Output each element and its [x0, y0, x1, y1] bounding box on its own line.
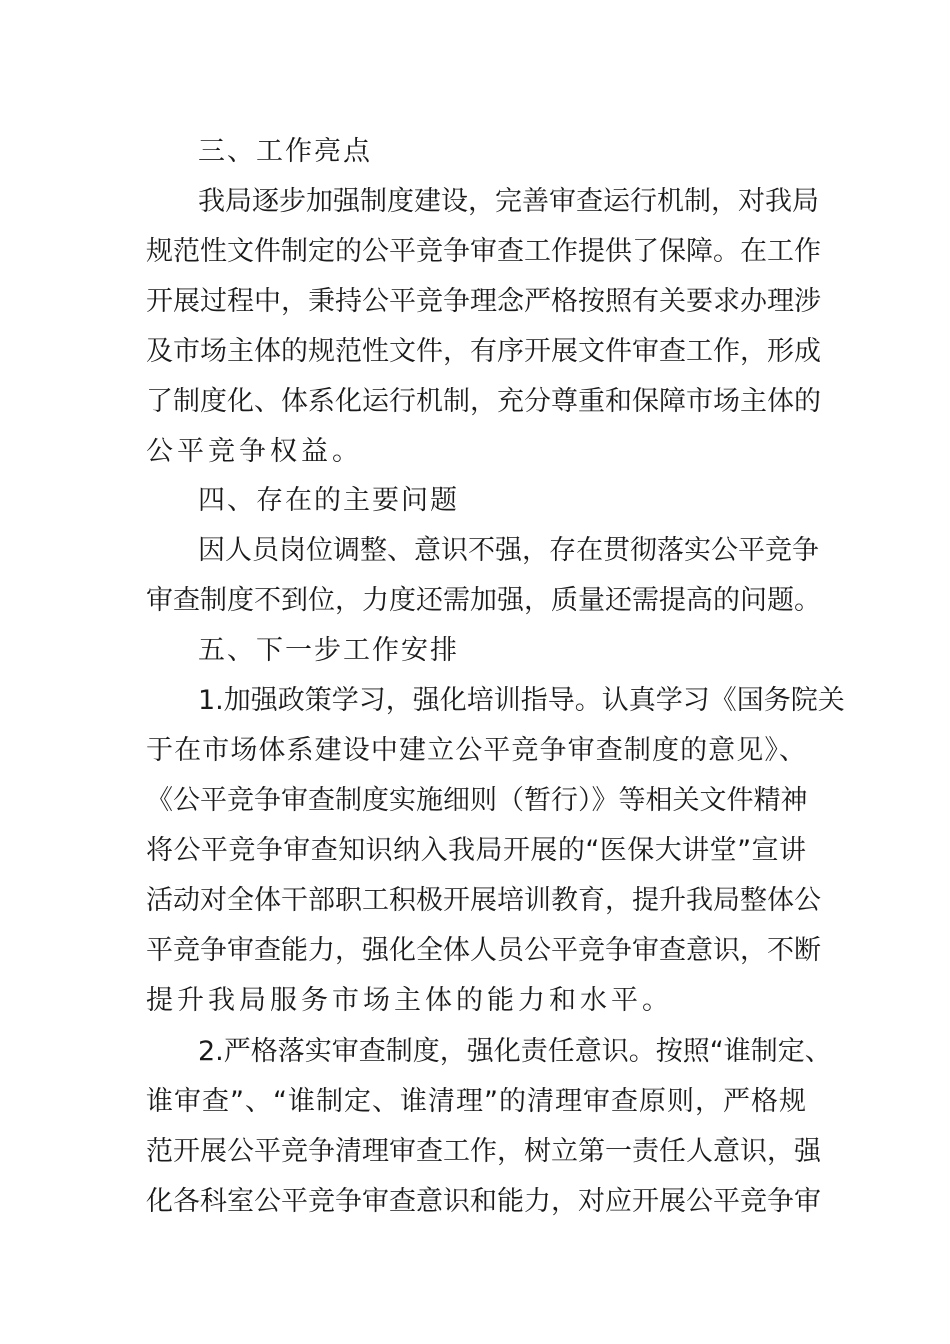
paragraph-line: 谁审查”、“谁制定、谁清理”的清理审查原则，严格规: [146, 1086, 806, 1117]
paragraph-line: 公平竞争权益。: [146, 436, 363, 467]
paragraph-line: 《公平竞争审查制度实施细则（暂行）》等相关文件精神: [146, 785, 808, 816]
paragraph-line: 1.加强政策学习，强化培训指导。认真学习《国务院关: [198, 685, 845, 716]
paragraph-line: 范开展公平竞争清理审查工作，树立第一责任人意识，强: [146, 1136, 821, 1167]
paragraph-line: 提升我局服务市场主体的能力和水平。: [146, 985, 673, 1016]
paragraph-line: 因人员岗位调整、意识不强，存在贯彻落实公平竞争: [198, 535, 819, 566]
paragraph-line: 审查制度不到位，力度还需加强，质量还需提高的问题。: [146, 585, 821, 616]
paragraph-line: 我局逐步加强制度建设，完善审查运行机制，对我局: [198, 186, 819, 217]
section-heading: 三、工作亮点: [198, 136, 372, 167]
section-heading: 五、下一步工作安排: [198, 635, 459, 666]
paragraph-line: 开展过程中，秉持公平竞争理念严格按照有关要求办理涉: [146, 286, 821, 317]
paragraph-line: 将公平竞争审查知识纳入我局开展的“医保大讲堂”宣讲: [146, 835, 806, 866]
paragraph-line: 于在市场体系建设中建立公平竞争审查制度的意见》、: [146, 735, 806, 766]
section-heading: 四、存在的主要问题: [198, 485, 459, 516]
paragraph-line: 2.严格落实审查制度，强化责任意识。按照“谁制定、: [198, 1036, 832, 1067]
paragraph-line: 了制度化、体系化运行机制，充分尊重和保障市场主体的: [146, 386, 821, 417]
paragraph-line: 及市场主体的规范性文件，有序开展文件审查工作，形成: [146, 336, 821, 367]
paragraph-line: 活动对全体干部职工积极开展培训教育，提升我局整体公: [146, 885, 821, 916]
paragraph-line: 化各科室公平竞争审查意识和能力，对应开展公平竞争审: [146, 1186, 821, 1217]
paragraph-line: 平竞争审查能力，强化全体人员公平竞争审查意识，不断: [146, 935, 821, 966]
paragraph-line: 规范性文件制定的公平竞争审查工作提供了保障。在工作: [146, 236, 821, 267]
